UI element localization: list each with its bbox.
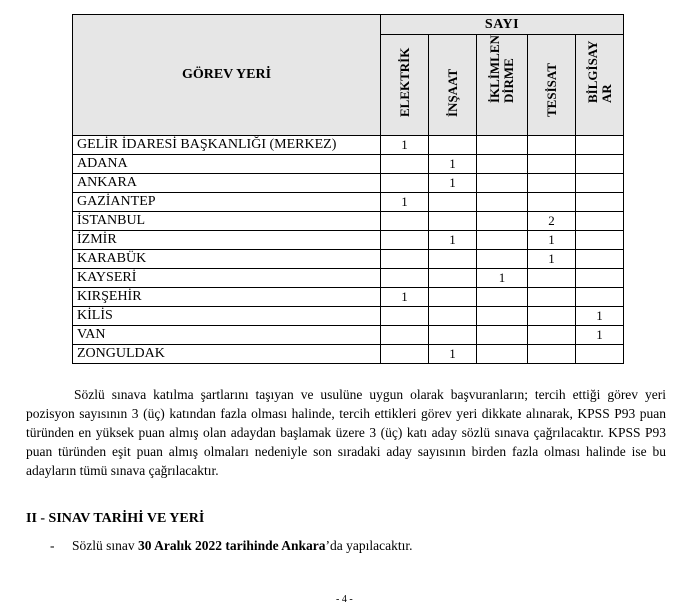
table-row xyxy=(73,231,624,250)
row-value xyxy=(429,288,477,307)
table-row xyxy=(73,307,624,326)
table-row xyxy=(73,136,624,155)
page-number: - 4 - xyxy=(336,594,353,605)
row-value xyxy=(528,136,576,155)
row-value xyxy=(477,193,528,212)
column-header-line: ELEKTRİK xyxy=(396,47,412,117)
table-row xyxy=(73,212,624,231)
column-header-line: DİRME xyxy=(501,58,516,103)
row-value xyxy=(528,288,576,307)
bullet-suffix: ’da yapılacaktır. xyxy=(325,538,413,553)
row-value xyxy=(528,174,576,193)
column-header xyxy=(576,35,624,136)
column-header-label xyxy=(488,35,516,103)
row-value xyxy=(528,307,576,326)
row-value xyxy=(576,345,624,364)
row-value xyxy=(576,136,624,155)
row-name: GAZİANTEP xyxy=(73,193,381,212)
row-value: 2 xyxy=(528,212,576,231)
row-name: İZMİR xyxy=(73,231,381,250)
row-value xyxy=(477,326,528,345)
table-row xyxy=(73,288,624,307)
row-value xyxy=(528,269,576,288)
row-value xyxy=(576,193,624,212)
row-value xyxy=(429,250,477,269)
row-name: GELİR İDARESİ BAŞKANLIĞI (MERKEZ) xyxy=(73,136,381,155)
column-header-label xyxy=(398,48,412,117)
row-value xyxy=(381,345,429,364)
column-header xyxy=(381,35,429,136)
table-row xyxy=(73,193,624,212)
row-value xyxy=(381,269,429,288)
row-value xyxy=(429,269,477,288)
row-name: ZONGULDAK xyxy=(73,345,381,364)
row-value: 1 xyxy=(576,326,624,345)
row-value xyxy=(477,136,528,155)
column-header-line: AR xyxy=(598,84,614,103)
row-value xyxy=(381,174,429,193)
row-name: KİLİS xyxy=(73,307,381,326)
table-row xyxy=(73,345,624,364)
row-value: 1 xyxy=(528,231,576,250)
row-value xyxy=(429,193,477,212)
row-value xyxy=(381,212,429,231)
row-value xyxy=(477,307,528,326)
row-value xyxy=(528,193,576,212)
column-header xyxy=(477,35,528,136)
row-value xyxy=(576,269,624,288)
row-name: ANKARA xyxy=(73,174,381,193)
row-value xyxy=(477,250,528,269)
row-value xyxy=(528,345,576,364)
row-value: 1 xyxy=(477,269,528,288)
column-header-line: BİLGİSAY xyxy=(584,40,600,103)
column-header xyxy=(528,35,576,136)
table-row xyxy=(73,269,624,288)
column-header xyxy=(429,35,477,136)
column-header-label xyxy=(446,69,460,117)
column-header-line: İNŞAAT xyxy=(444,68,460,117)
row-value: 1 xyxy=(429,155,477,174)
row-name: KARABÜK xyxy=(73,250,381,269)
row-value xyxy=(528,155,576,174)
row-value xyxy=(576,174,624,193)
row-name: VAN xyxy=(73,326,381,345)
row-value xyxy=(429,212,477,231)
bullet-dash: - xyxy=(50,538,55,553)
row-value xyxy=(576,212,624,231)
row-value xyxy=(477,345,528,364)
row-value xyxy=(477,288,528,307)
column-header-label xyxy=(545,63,559,117)
row-value xyxy=(381,250,429,269)
row-name: KIRŞEHİR xyxy=(73,288,381,307)
row-value xyxy=(381,231,429,250)
table-row xyxy=(73,326,624,345)
row-value xyxy=(477,231,528,250)
sayi-header: SAYI xyxy=(381,15,624,35)
row-value: 1 xyxy=(528,250,576,269)
row-value xyxy=(477,155,528,174)
row-value xyxy=(429,326,477,345)
section-title: II - SINAV TARİHİ VE YERİ xyxy=(26,511,205,526)
row-value xyxy=(576,155,624,174)
row-name: İSTANBUL xyxy=(73,212,381,231)
column-header-label xyxy=(586,41,614,103)
bullet-text xyxy=(72,538,413,554)
row-value: 1 xyxy=(381,193,429,212)
positions-table xyxy=(72,14,624,364)
row-value xyxy=(576,288,624,307)
table-row xyxy=(73,155,624,174)
info-paragraph: Sözlü sınava katılma şartlarını taşıyan ve usulüne uygun olarak başvuranların; tercih ettiği görev yeri pozisyon sayısının 3 (üç) katından fazla olması halinde, tercih ettikleri görev yeri dikkate alınarak, KPSS P93 puan türünden en yüksek puan almış olan adaydan başlamak üzere 3 (üç) katı aday sözlü sınava çağrılacaktır. KPSS P93 puan türünden eşit puan almış olmaları nedeniyle son sıradaki aday sayısının birden fazla olması halinde ise bu adayların tümü sınava çağrılacaktır. xyxy=(26,387,666,478)
bullet-bold: 30 Aralık 2022 tarihinde Ankara xyxy=(138,538,326,553)
row-value xyxy=(381,307,429,326)
row-value xyxy=(576,231,624,250)
row-value: 1 xyxy=(429,174,477,193)
row-value xyxy=(381,326,429,345)
table-row xyxy=(73,250,624,269)
row-value: 1 xyxy=(381,136,429,155)
bullet-prefix: Sözlü sınav xyxy=(72,538,138,553)
row-value xyxy=(429,307,477,326)
column-header-line: İKLİMLEN xyxy=(487,35,502,103)
row-value xyxy=(576,250,624,269)
row-value xyxy=(429,136,477,155)
row-value: 1 xyxy=(429,231,477,250)
row-value xyxy=(381,155,429,174)
column-header-line: TESİSAT xyxy=(543,63,559,117)
row-value: 1 xyxy=(429,345,477,364)
row-name: ADANA xyxy=(73,155,381,174)
row-value xyxy=(477,174,528,193)
table-row xyxy=(73,174,624,193)
row-value xyxy=(477,212,528,231)
row-value: 1 xyxy=(576,307,624,326)
row-name: KAYSERİ xyxy=(73,269,381,288)
row-value xyxy=(528,326,576,345)
row-value: 1 xyxy=(381,288,429,307)
gorev-yeri-header: GÖREV YERİ xyxy=(73,15,381,136)
